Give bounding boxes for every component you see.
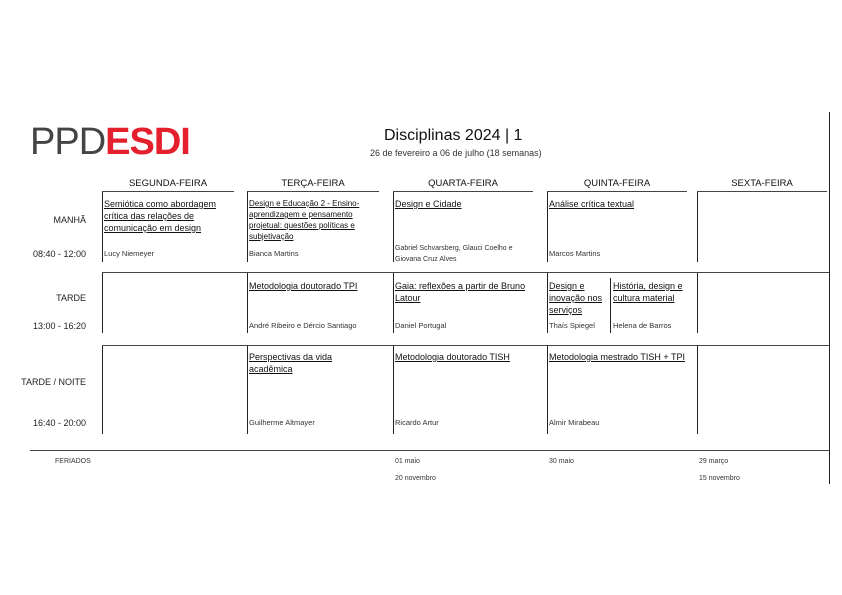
- row-time-tarde: 13:00 - 16:20: [32, 321, 86, 331]
- col-divider: [247, 346, 248, 434]
- day-header-seg: SEGUNDA-FEIRA: [128, 178, 208, 189]
- course-title: Análise crítica textual: [549, 199, 635, 209]
- course-teacher: Gabriel Schvarsberg, Glauci Coelho e Giovana Cruz Alves: [395, 245, 513, 263]
- course-title: Metodologia mestrado TISH + TPI: [549, 352, 685, 362]
- course-title: Perspectivas da vida acadêmica: [249, 352, 333, 374]
- col-divider: [247, 273, 248, 333]
- col-line: [247, 191, 379, 192]
- col-divider: [547, 273, 548, 333]
- row-separator: [30, 450, 829, 451]
- course-teacher: Marcos Martins: [549, 249, 601, 258]
- right-border: [829, 112, 830, 484]
- course-teacher: Thaís Spiegel: [549, 321, 595, 330]
- course-title: Design e Cidade: [395, 199, 462, 209]
- day-header-sex: SEXTA-FEIRA: [731, 178, 793, 189]
- col-divider: [393, 346, 394, 434]
- col-divider: [102, 192, 103, 262]
- row-label-tarde: TARDE: [56, 293, 86, 303]
- holiday-date: 15 novembro: [699, 475, 740, 482]
- col-divider: [247, 192, 248, 262]
- course-title: Gaia: reflexões a partir de Bruno Latour: [395, 281, 526, 303]
- course-title: Design e inovação nos serviços: [549, 281, 603, 315]
- col-divider: [102, 273, 103, 333]
- col-divider: [547, 346, 548, 434]
- logo: [30, 122, 190, 162]
- course-teacher: Ricardo Artur: [395, 418, 439, 427]
- course-title: Metodologia doutorado TPI: [249, 281, 358, 291]
- col-divider: [102, 346, 103, 434]
- course-teacher: Daniel Portugal: [395, 321, 447, 330]
- day-header-qua: QUARTA-FEIRA: [428, 178, 498, 189]
- col-line: [697, 191, 827, 192]
- page-subtitle: 26 de fevereiro a 06 de julho (18 semanas): [370, 148, 542, 158]
- day-header-ter: TERÇA-FEIRA: [281, 178, 345, 189]
- course-title: História, design e cultura material: [613, 281, 683, 303]
- col-line: [102, 191, 234, 192]
- col-line: [547, 191, 687, 192]
- logo-part2: ESDI: [105, 121, 190, 163]
- course-title: Semiótica como abordagem crítica das relações de comunicação em design: [104, 199, 217, 233]
- course-title: Metodologia doutorado TISH: [395, 352, 510, 362]
- col-divider: [610, 278, 611, 333]
- holiday-date: 01 maio: [395, 458, 420, 465]
- col-divider: [697, 273, 698, 333]
- row-separator: [102, 345, 829, 346]
- col-divider: [697, 192, 698, 262]
- holidays-label: FERIADOS: [55, 458, 91, 465]
- holiday-date: 20 novembro: [395, 475, 436, 482]
- course-teacher: Guilherme Altmayer: [249, 418, 315, 427]
- logo-part1: PPD: [30, 121, 106, 163]
- course-title: Design e Educação 2 - Ensino-aprendizagem e pensamento projetual: questões políticas e subjetivação: [249, 199, 360, 241]
- holiday-date: 30 maio: [549, 458, 574, 465]
- col-divider: [547, 192, 548, 262]
- col-divider: [697, 346, 698, 434]
- course-teacher: Almir Mirabeau: [549, 418, 600, 427]
- col-divider: [393, 273, 394, 333]
- row-label-tarde-noite: TARDE / NOITE: [21, 377, 86, 387]
- page-title: Disciplinas 2024 | 1: [384, 127, 523, 144]
- col-divider: [393, 192, 394, 262]
- holiday-date: 29 março: [699, 458, 729, 465]
- col-line: [393, 191, 533, 192]
- course-teacher: Bianca Martins: [249, 249, 299, 258]
- day-header-qui: QUINTA-FEIRA: [583, 178, 651, 189]
- row-separator: [102, 272, 829, 273]
- row-label-manha: MANHÃ: [53, 215, 86, 225]
- course-teacher: André Ribeiro e Dércio Santiago: [249, 321, 357, 330]
- row-time-tarde-noite: 16:40 - 20:00: [32, 418, 86, 428]
- course-teacher: Helena de Barros: [613, 321, 672, 330]
- course-teacher: Lucy Niemeyer: [104, 249, 155, 258]
- row-time-manha: 08:40 - 12:00: [32, 249, 86, 259]
